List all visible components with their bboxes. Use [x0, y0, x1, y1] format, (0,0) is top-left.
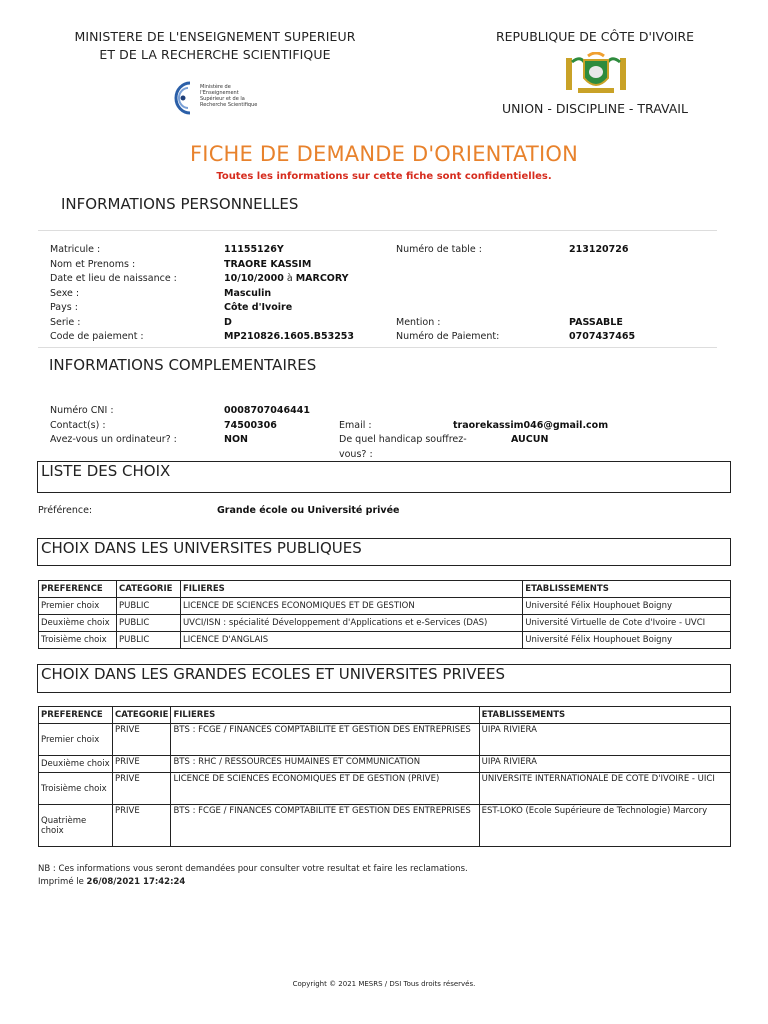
table-row: [39, 724, 731, 756]
ministry-logo-icon: [172, 80, 198, 116]
private-heading-box: [37, 664, 731, 693]
republic-name: REPUBLIQUE DE CÔTE D'IVOIRE: [495, 29, 695, 44]
table-cell: PUBLIC: [116, 598, 180, 615]
choices-heading: LISTE DES CHOIX: [41, 462, 171, 480]
table-cell: Université Félix Houphouet Boigny: [523, 632, 731, 649]
confidentiality-note: Toutes les informations sur cette fiche sont confidentielles.: [216, 171, 552, 182]
ministry-logo: [172, 80, 262, 116]
table-cell: PRIVE: [112, 724, 170, 756]
table-cell: LICENCE D'ANGLAIS: [180, 632, 522, 649]
column-header: PREFERENCE: [39, 581, 117, 598]
column-header: FILIERES: [180, 581, 522, 598]
payment-number-label: Numéro de Paiement:: [396, 331, 500, 342]
public-choices-table: [38, 580, 731, 649]
table-cell: Premier choix: [39, 724, 113, 756]
preference-value: Grande école ou Université privée: [217, 505, 400, 516]
contact-value: 74500306: [224, 419, 277, 431]
table-cell: Deuxième choix: [39, 756, 113, 773]
ministry-line1: MINISTERE DE L'ENSEIGNEMENT SUPERIEUR: [74, 29, 356, 44]
table-number-label: Numéro de table :: [396, 244, 482, 255]
table-cell: UVCI/ISN : spécialité Développement d'Applications et e-Services (DAS): [180, 615, 522, 632]
mention-value: PASSABLE: [569, 316, 623, 328]
table-cell: BTS : RHC / RESSOURCES HUMAINES ET COMMUNICATION: [171, 756, 479, 773]
country-label: Pays :: [50, 302, 78, 313]
table-cell: PRIVE: [112, 756, 170, 773]
email-label: Email :: [339, 419, 372, 431]
column-header: ETABLISSEMENTS: [479, 707, 730, 724]
ministry-header: [40, 28, 390, 64]
choices-heading-box: [37, 461, 731, 493]
birth-separator: à: [286, 273, 293, 284]
mention-label: Mention :: [396, 316, 441, 328]
private-choices-table: [38, 706, 731, 847]
birth-value: [224, 272, 404, 287]
table-cell: BTS : FCGE / FINANCES COMPTABILITE ET GESTION DES ENTREPRISES: [171, 724, 479, 756]
payment-number-value: 0707437465: [569, 331, 636, 342]
public-heading-box: [37, 538, 731, 566]
table-cell: UIPA RIVIERA: [479, 756, 730, 773]
private-heading: CHOIX DANS LES GRANDES ECOLES ET UNIVERSITES PRIVEES: [41, 665, 506, 683]
printed-label: Imprimé le: [38, 877, 84, 887]
contact-label: Contact(s) :: [50, 419, 106, 431]
page-title: FICHE DE DEMANDE D'ORIENTATION: [190, 142, 578, 166]
nb-text: NB : Ces informations vous seront demandées pour consulter votre resultat et faire les reclamations.: [38, 864, 468, 874]
computer-label: Avez-vous un ordinateur? :: [50, 434, 177, 445]
table-cell: Troisième choix: [39, 773, 113, 805]
divider: [38, 347, 717, 348]
ministry-line2: ET DE LA RECHERCHE SCIENTIFIQUE: [99, 47, 331, 62]
table-cell: EST-LOKO (Ecole Supérieure de Technologie) Marcory: [479, 805, 730, 847]
table-header-row: [39, 707, 731, 724]
printed-date: 26/08/2021 17:42:24: [86, 877, 186, 887]
name-label: Nom et Prenoms :: [50, 258, 136, 270]
matricule-label: Matricule :: [50, 244, 101, 255]
table-row: [39, 598, 731, 615]
payment-code-value: MP210826.1605.B53253: [224, 331, 355, 342]
birth-date: 10/10/2000: [224, 273, 284, 284]
coat-of-arms-icon: [562, 52, 630, 96]
birth-place: MARCORY: [295, 273, 349, 284]
copyright: Copyright © 2021 MESRS / DSI Tous droits réservés.: [292, 980, 476, 988]
column-header: PREFERENCE: [39, 707, 113, 724]
handicap-label-line2: vous? :: [339, 448, 373, 460]
table-cell: Quatrième choix: [39, 805, 113, 847]
sex-value: Masculin: [224, 287, 272, 299]
table-row: [39, 805, 731, 847]
printed-line: [38, 876, 468, 889]
cni-value: 0008707046441: [224, 405, 310, 416]
table-row: [39, 615, 731, 632]
cni-label: Numéro CNI :: [50, 405, 114, 416]
computer-value: NON: [224, 434, 248, 445]
table-cell: Troisième choix: [39, 632, 117, 649]
table-cell: PUBLIC: [116, 632, 180, 649]
table-cell: Deuxième choix: [39, 615, 117, 632]
coat-of-arms: [562, 52, 630, 96]
handicap-label-line1: De quel handicap souffrez-: [339, 434, 467, 445]
serie-label: Serie :: [50, 316, 81, 328]
ministry-logo-text: Ministère de l'Enseignement Supérieur et de la Recherche Scientifique: [200, 84, 258, 108]
public-heading: CHOIX DANS LES UNIVERSITES PUBLIQUES: [41, 539, 362, 557]
national-motto: UNION - DISCIPLINE - TRAVAIL: [502, 101, 688, 116]
personal-info-heading: INFORMATIONS PERSONNELLES: [61, 195, 299, 213]
table-cell: LICENCE DE SCIENCES ECONOMIQUES ET DE GESTION: [180, 598, 522, 615]
table-cell: PRIVE: [112, 805, 170, 847]
payment-code-label: Code de paiement :: [50, 331, 144, 342]
handicap-label: [339, 433, 509, 462]
complementary-info-heading: INFORMATIONS COMPLEMENTAIRES: [49, 356, 317, 374]
footer-note: [38, 863, 468, 889]
matricule-value: 11155126Y: [224, 244, 284, 255]
column-header: ETABLISSEMENTS: [523, 581, 731, 598]
table-cell: PUBLIC: [116, 615, 180, 632]
preference-label: Préférence:: [38, 505, 93, 516]
table-row: [39, 756, 731, 773]
handicap-value: AUCUN: [511, 434, 549, 445]
birth-label: Date et lieu de naissance :: [50, 273, 177, 284]
country-value: Côte d'Ivoire: [224, 302, 293, 313]
table-header-row: [39, 581, 731, 598]
table-cell: Premier choix: [39, 598, 117, 615]
divider: [38, 230, 717, 231]
table-cell: PRIVE: [112, 773, 170, 805]
table-row: [39, 632, 731, 649]
serie-value: D: [224, 316, 232, 328]
table-cell: Université Virtuelle de Cote d'Ivoire - UVCI: [523, 615, 731, 632]
column-header: CATEGORIE: [116, 581, 180, 598]
column-header: CATEGORIE: [112, 707, 170, 724]
table-cell: LICENCE DE SCIENCES ECONOMIQUES ET DE GESTION (PRIVE): [171, 773, 479, 805]
sex-label: Sexe :: [50, 287, 80, 299]
table-cell: UNIVERSITE INTERNATIONALE DE COTE D'IVOIRE - UICI: [479, 773, 730, 805]
table-row: [39, 773, 731, 805]
name-value: TRAORE KASSIM: [224, 258, 312, 270]
table-cell: UIPA RIVIERA: [479, 724, 730, 756]
table-cell: Université Félix Houphouet Boigny: [523, 598, 731, 615]
table-number-value: 213120726: [569, 244, 629, 255]
email-value: traorekassim046@gmail.com: [453, 419, 609, 431]
table-cell: BTS : FCGE / FINANCES COMPTABILITE ET GESTION DES ENTREPRISES: [171, 805, 479, 847]
column-header: FILIERES: [171, 707, 479, 724]
